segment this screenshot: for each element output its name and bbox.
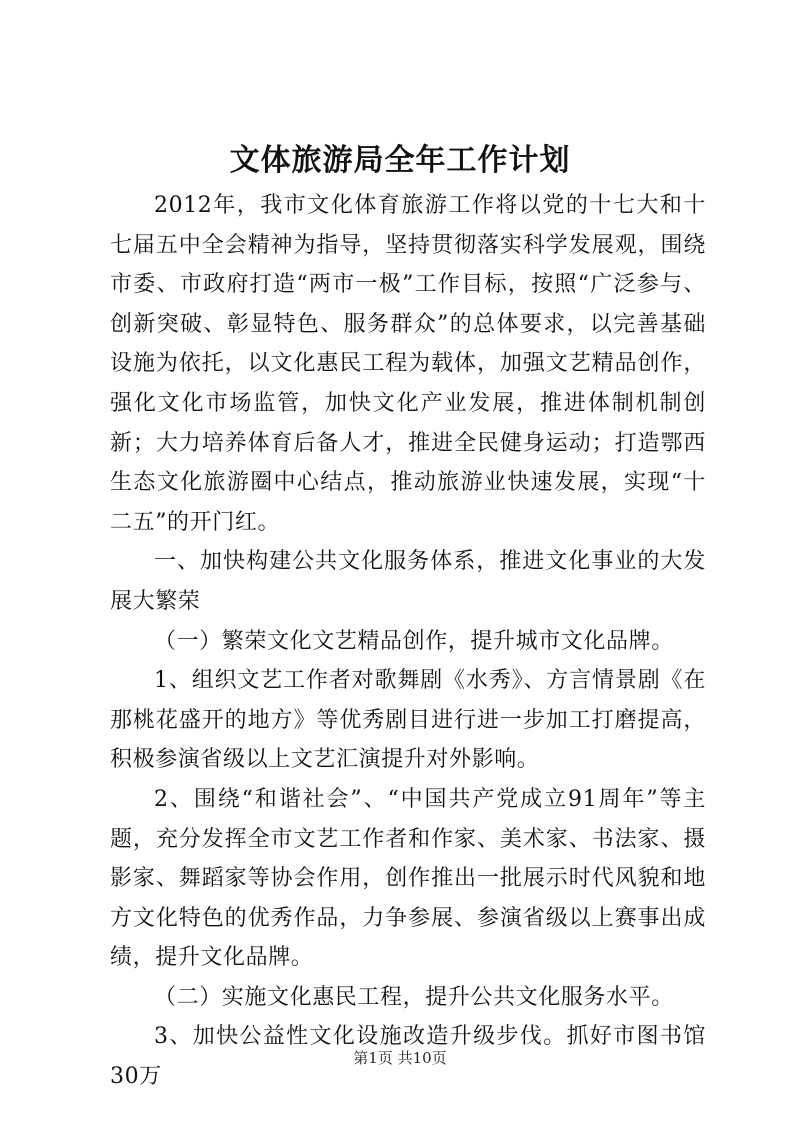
document-title: 文体旅游局全年工作计划 [229,143,571,178]
paragraph-item-1: 1、组织文艺工作者对歌舞剧《水秀》、方言情景剧《在那桃花盛开的地方》等优秀剧目进行进一步加工打磨提高，积极参演省级以上文艺汇演提升对外影响。 [110,668,706,773]
section-heading-1: 一、加快构建公共文化服务体系，推进文化事业的大发展大繁荣 [110,549,706,614]
paragraph-intro: 2012年，我市文化体育旅游工作将以党的十七大和十七届五中全会精神为指导，坚持贯彻落实科学发展观，围绕市委、市政府打造“两市一极”工作目标，按照“广泛参与、创新突破、彰显特色、服务群众”的总体要求，以完善基础设施为依托，以文化惠民工程为载体，加强文艺精品创作，强化文化市场监管，加快文化产业发展，推进体制机制创新；大力培养体育后备人才，推进全民健身运动；打造鄂西生态文化旅游圈中心结点，推动旅游业快速发展，实现“十二五”的开门红。 [110,193,706,535]
subsection-heading-1: （一）繁荣文化文艺精品创作，提升城市文化品牌。 [154,628,674,654]
document-body [110,186,706,1097]
paragraph-item-3: 3、加快公益性文化设施改造升级步伐。抓好市图书馆30万 [110,1024,706,1090]
subsection-heading-2: （二）实施文化惠民工程，提升公共文化服务水平。 [154,984,674,1010]
page-footer: 第1页 共10页 [353,1049,447,1067]
paragraph-item-2: 2、围绕“和谐社会”、“中国共产党成立91周年”等主题，充分发挥全市文艺工作者和作家、美术家、书法家、摄影家、舞蹈家等协会作用，创作推出一批展示时代风貌和地方文化特色的优秀作品，力争参展、参演省级以上赛事出成绩，提升文化品牌。 [110,786,706,971]
